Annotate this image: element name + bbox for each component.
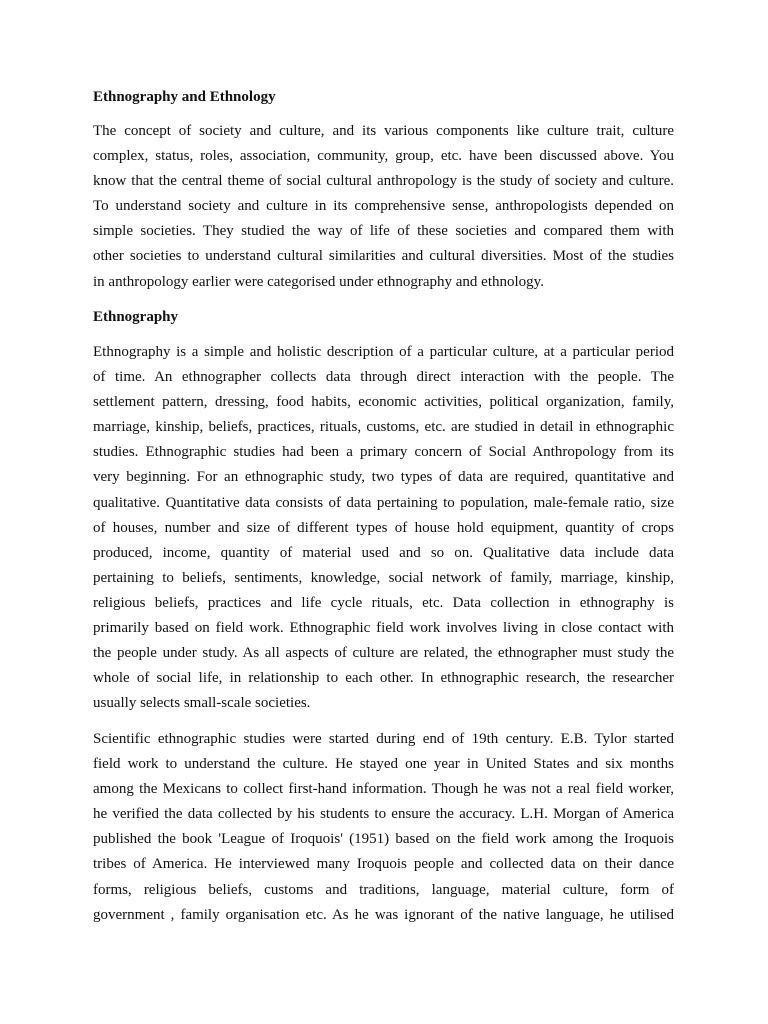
paragraph-scientific-ethnography (93, 729, 674, 930)
text-line: in anthropology earlier were categorised under ethnography and ethnology. (93, 273, 544, 290)
text-line: tribes of America. He interviewed many Iroquois people and collected data on their dance (93, 856, 674, 873)
text-line: The concept of society and culture, and its various components like culture trait, culture (93, 123, 674, 139)
text-line: usually selects small-scale societies. (93, 695, 311, 712)
text-line: among the Mexicans to collect first-hand information. Though he was not a real field worker, (93, 781, 674, 798)
text-line: whole of social life, in relationship to each other. In ethnographic research, the researcher (93, 670, 674, 687)
text-line: produced, income, quantity of material used and so on. Qualitative data include data (93, 544, 674, 561)
text-line: he verified the data collected by his students to ensure the accuracy. L.H. Morgan of America (93, 806, 674, 823)
paragraph-ethnography-definition (93, 342, 674, 718)
text-line: complex, status, roles, association, community, group, etc. have been discussed above. You (93, 148, 674, 165)
text-line: Ethnography is a simple and holistic description of a particular culture, at a particular period (93, 344, 674, 360)
text-line: primarily based on field work. Ethnographic field work involves living in close contact with (93, 620, 674, 637)
text-line: qualitative. Quantitative data consists of data pertaining to population, male-female ratio, size (93, 494, 674, 511)
text-line: other societies to understand cultural similarities and cultural diversities. Most of the studies (93, 248, 674, 265)
text-line: settlement pattern, dressing, food habits, economic activities, political organization, family, (93, 394, 674, 411)
text-line: of time. An ethnographer collects data through direct interaction with the people. The (93, 369, 674, 386)
section-heading-ethnography-and-ethnology: Ethnography and Ethnology (93, 89, 276, 105)
text-line: the people under study. As all aspects of culture are related, the ethnographer must study the (93, 645, 674, 662)
text-line: know that the central theme of social cultural anthropology is the study of society and culture. (93, 173, 674, 190)
text-line: of houses, number and size of different types of house hold equipment, quantity of crops (93, 519, 674, 536)
text-line: simple societies. They studied the way of life of these societies and compared them with (93, 223, 674, 240)
text-line: government , family organisation etc. As he was ignorant of the native language, he utilised (93, 906, 674, 923)
text-line: Scientific ethnographic studies were started during end of 19th century. E.B. Tylor started (93, 731, 674, 747)
text-line: marriage, kinship, beliefs, practices, rituals, customs, etc. are studied in detail in ethnographic (93, 419, 674, 436)
text-line: studies. Ethnographic studies had been a primary concern of Social Anthropology from its (93, 444, 674, 461)
text-line: pertaining to beliefs, sentiments, knowledge, social network of family, marriage, kinship, (93, 569, 674, 586)
section-heading-ethnography: Ethnography (93, 309, 179, 325)
text-line: To understand society and culture in its comprehensive sense, anthropologists depended on (93, 198, 674, 215)
paragraph-intro (93, 121, 674, 297)
text-line: field work to understand the culture. He stayed one year in United States and six months (93, 756, 674, 773)
text-line: very beginning. For an ethnographic study, two types of data are required, quantitative and (93, 469, 674, 486)
text-line: religious beliefs, practices and life cycle rituals, etc. Data collection in ethnography is (93, 594, 674, 611)
text-line: forms, religious beliefs, customs and traditions, language, material culture, form of (93, 881, 674, 898)
text-line: published the book 'League of Iroquois' (1951) based on the field work among the Iroquois (93, 831, 674, 848)
